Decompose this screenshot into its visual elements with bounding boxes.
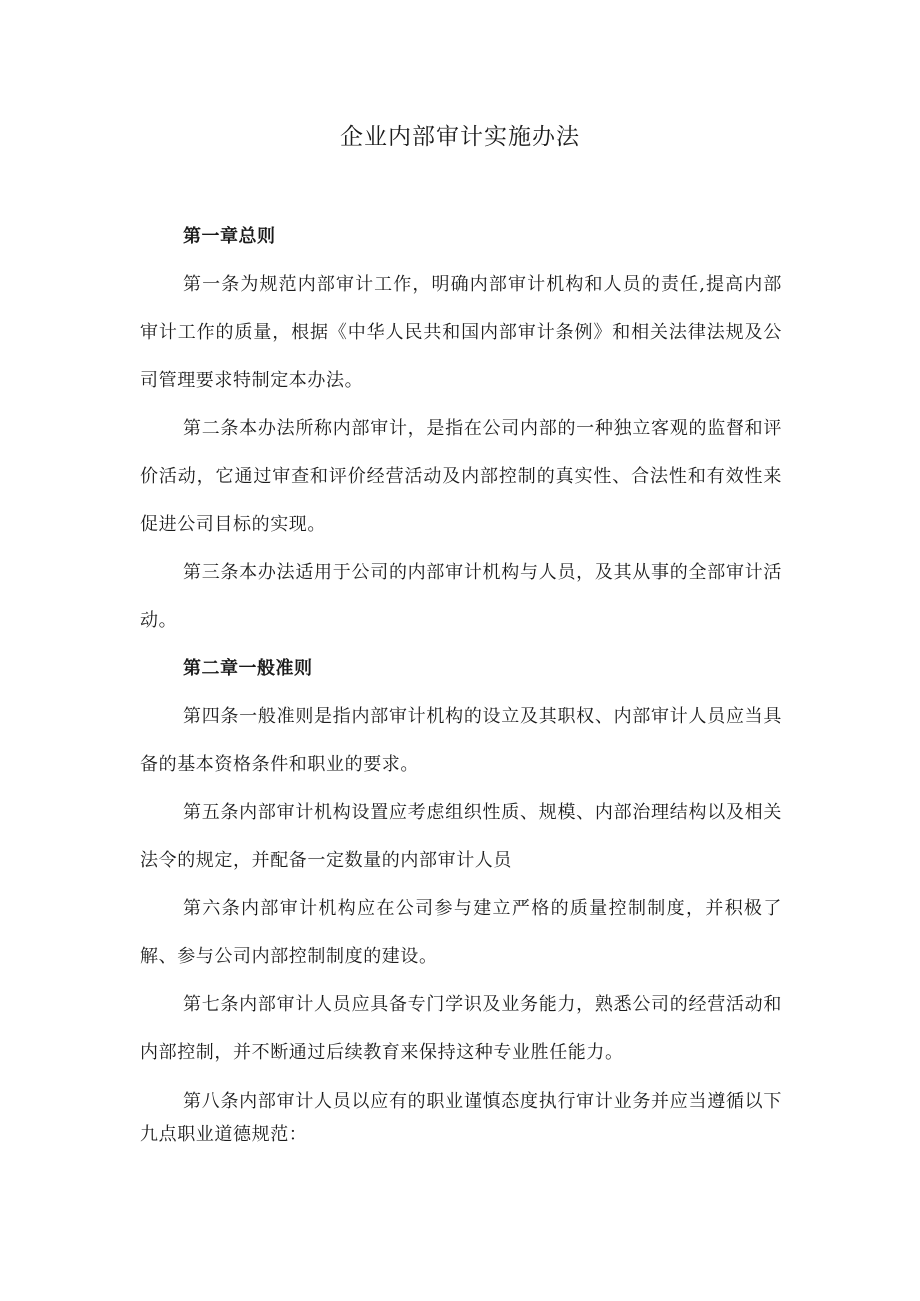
chapter-heading-2: 第二章一般准则 xyxy=(183,658,313,679)
article-6: 第六条内部审计机构应在公司参与建立严格的质量控制制度，并积极了解、参与公司内部控制制度的建设。 xyxy=(140,898,782,967)
article-5: 第五条内部审计机构设置应考虑组织性质、规模、内部治理结构以及相关法令的规定，并配备一定数量的内部审计人员 xyxy=(140,802,782,871)
document-title: 企业内部审计实施办法 xyxy=(340,124,580,150)
chapter-heading-1: 第一章总则 xyxy=(183,226,276,247)
article-2: 第二条本办法所称内部审计，是指在公司内部的一种独立客观的监督和评价活动，它通过审查和评价经营活动及内部控制的真实性、合法性和有效性来促进公司目标的实现。 xyxy=(140,418,782,535)
article-4: 第四条一般准则是指内部审计机构的设立及其职权、内部审计人员应当具备的基本资格条件和职业的要求。 xyxy=(140,706,782,775)
article-8: 第八条内部审计人员以应有的职业谨慎态度执行审计业务并应当遵循以下九点职业道德规范： xyxy=(140,1091,782,1145)
article-1: 第一条为规范内部审计工作，明确内部审计机构和人员的责任,提高内部审计工作的质量，根据《中华人民共和国内部审计条例》和相关法律法规及公司管理要求特制定本办法。 xyxy=(140,274,782,391)
document-body xyxy=(140,213,782,1151)
article-7: 第七条内部审计人员应具备专门学识及业务能力，熟悉公司的经营活动和内部控制，并不断通过后续教育来保持这种专业胜任能力。 xyxy=(140,994,782,1063)
article-3: 第三条本办法适用于公司的内部审计机构与人员，及其从事的全部审计活动。 xyxy=(140,562,782,631)
